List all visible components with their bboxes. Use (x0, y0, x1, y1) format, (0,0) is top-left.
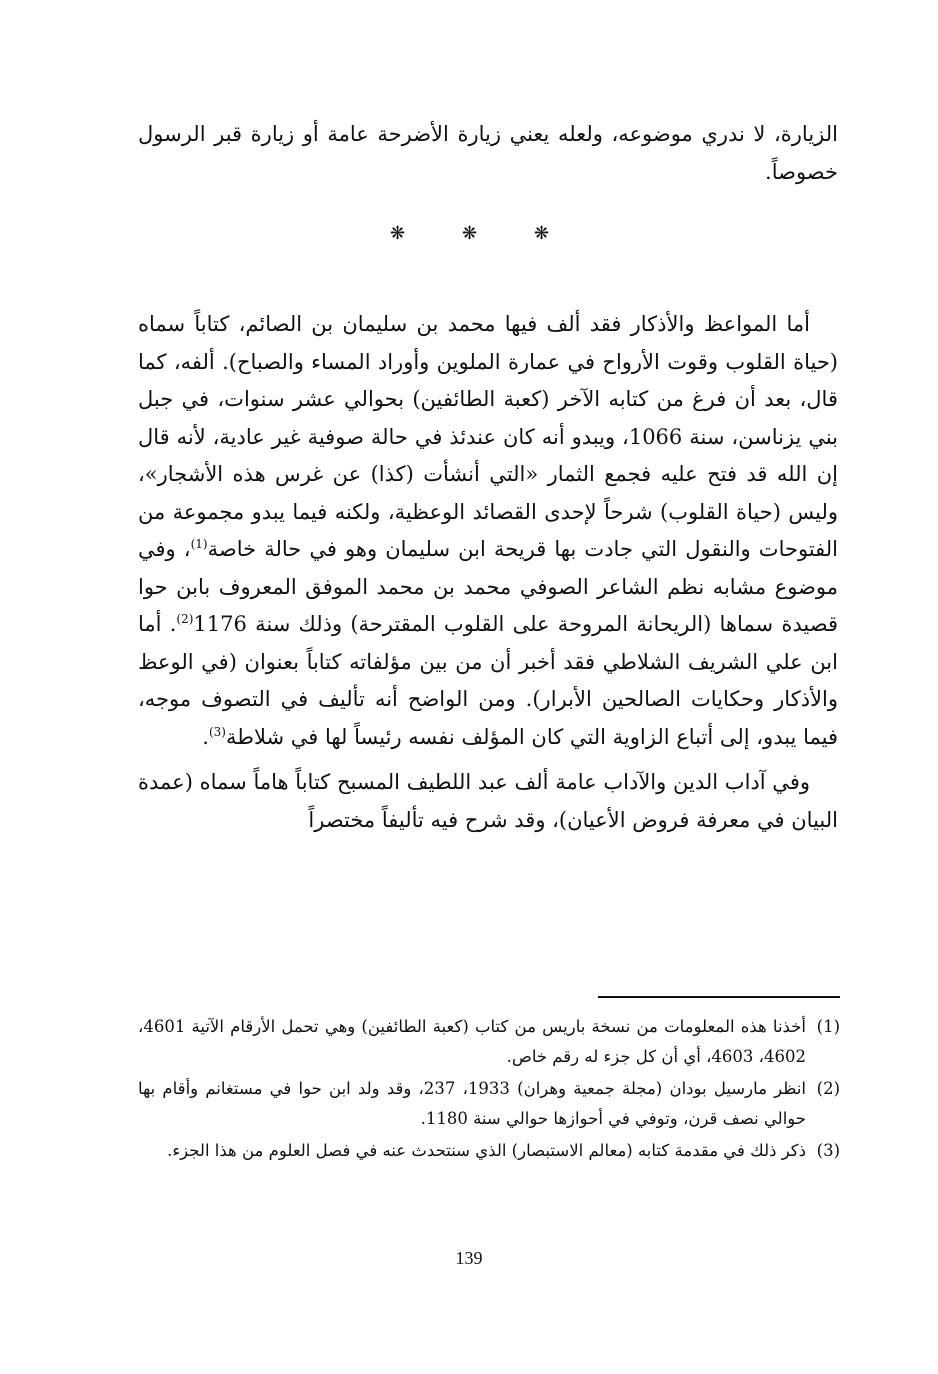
footnote-text: أخذنا هذه المعلومات من نسخة باريس من كتاب (كعبة الطائفين) وهي تحمل الأرقام الآتية 4601، 4602، 4603، أي أن كل جزء له رقم خاص. (138, 1017, 806, 1066)
footnote-item (138, 1074, 840, 1134)
footnote-text: انظر مارسيل بودان (مجلة جمعية وهران) 1933، 237، وقد ولد ابن حوا في مستغانم وأقام بها حوالي نصف قرن، وتوفي في أحوازها حوالي سنة 1180. (138, 1079, 806, 1128)
separator-star-icon: ❋ (534, 223, 550, 244)
paragraph-1 (138, 306, 838, 756)
paragraph-2: وفي آداب الدين والآداب عامة ألف عبد اللطيف المسبح كتاباً هاماً سماه (عمدة البيان في معرفة فروض الأعيان)، وقد شرح فيه تأليفاً مختصراً (138, 770, 838, 832)
paragraph-1-part-c: . أما ابن علي الشريف الشلاطي فقد أخبر أن من بين مؤلفاته كتاباً بعنوان (في الوعظ والأذكار وحكايات الصالحين الأبرار). ومن الواضح أنه تأليف في التصوف موجه، فيما يبدو، إلى أتباع الزاوية التي كان المؤلف نفسه رئيساً لها في شلاطة (138, 612, 838, 749)
separator-star-icon: ❋ (462, 223, 478, 244)
footnote-ref-3[interactable]: (3) (208, 724, 226, 739)
footnote-item (138, 1012, 840, 1072)
paragraph-1-part-d: . (202, 724, 209, 749)
paragraph-1-part-b: ، وفي موضوع مشابه نظم الشاعر الصوفي محمد بن محمد الموفق المعروف بابن حوا قصيدة سماها (الريحانة المروحة على القلوب المقترحة) وذلك سنة 1176 (138, 537, 838, 636)
footnote-number: (3) (816, 1141, 840, 1160)
footnote-ref-1[interactable]: (1) (190, 537, 208, 551)
footnote-ref-2[interactable]: (2) (176, 612, 194, 626)
separator-star-icon: ❋ (390, 223, 406, 244)
footnote-number: (2) (816, 1079, 840, 1098)
footnote-item (138, 1136, 840, 1166)
main-text-block (138, 306, 838, 839)
top-text-block (138, 116, 838, 191)
top-paragraph: الزيارة، لا ندري موضوعه، ولعله يعني زيارة الأضرحة عامة أو زيارة قبر الرسول خصوصاً. (138, 122, 838, 184)
paragraph-1-part-a: أما المواعظ والأذكار فقد ألف فيها محمد بن سليمان بن الصائم، كتاباً سماه (حياة القلوب وقوت الأرواح في عمارة الملوين وأوراد المساء والصباح). ألفه، كما قال، بعد أن فرغ من كتابه الآخر (كعبة الطائفين) بحوالي عشر سنوات، في جبل بني يزناسن، سنة 1066، ويبدو أنه كان عندئذ في حالة صوفية غير عادية، لأنه قال إن الله قد فتح عليه فجمع الثمار «التي أنشأت (كذا) عن غرس هذه الأشجار»، وليس (حياة القلوب) شرحاً لإحدى القصائد الوعظية، ولكنه فيما يبدو مجموعة من الفتوحات والنقول التي جادت بها قريحة ابن سليمان وهو في حالة خاصة (138, 312, 839, 561)
footnotes (138, 1012, 840, 1168)
footnote-number: (1) (816, 1017, 840, 1036)
footnote-divider (598, 996, 840, 998)
footnote-text: ذكر ذلك في مقدمة كتابه (معالم الاستبصار) الذي سنتحدث عنه في فصل العلوم من هذا الجزء. (167, 1141, 806, 1160)
section-separator (0, 222, 938, 246)
page-number: 139 (455, 1248, 483, 1268)
